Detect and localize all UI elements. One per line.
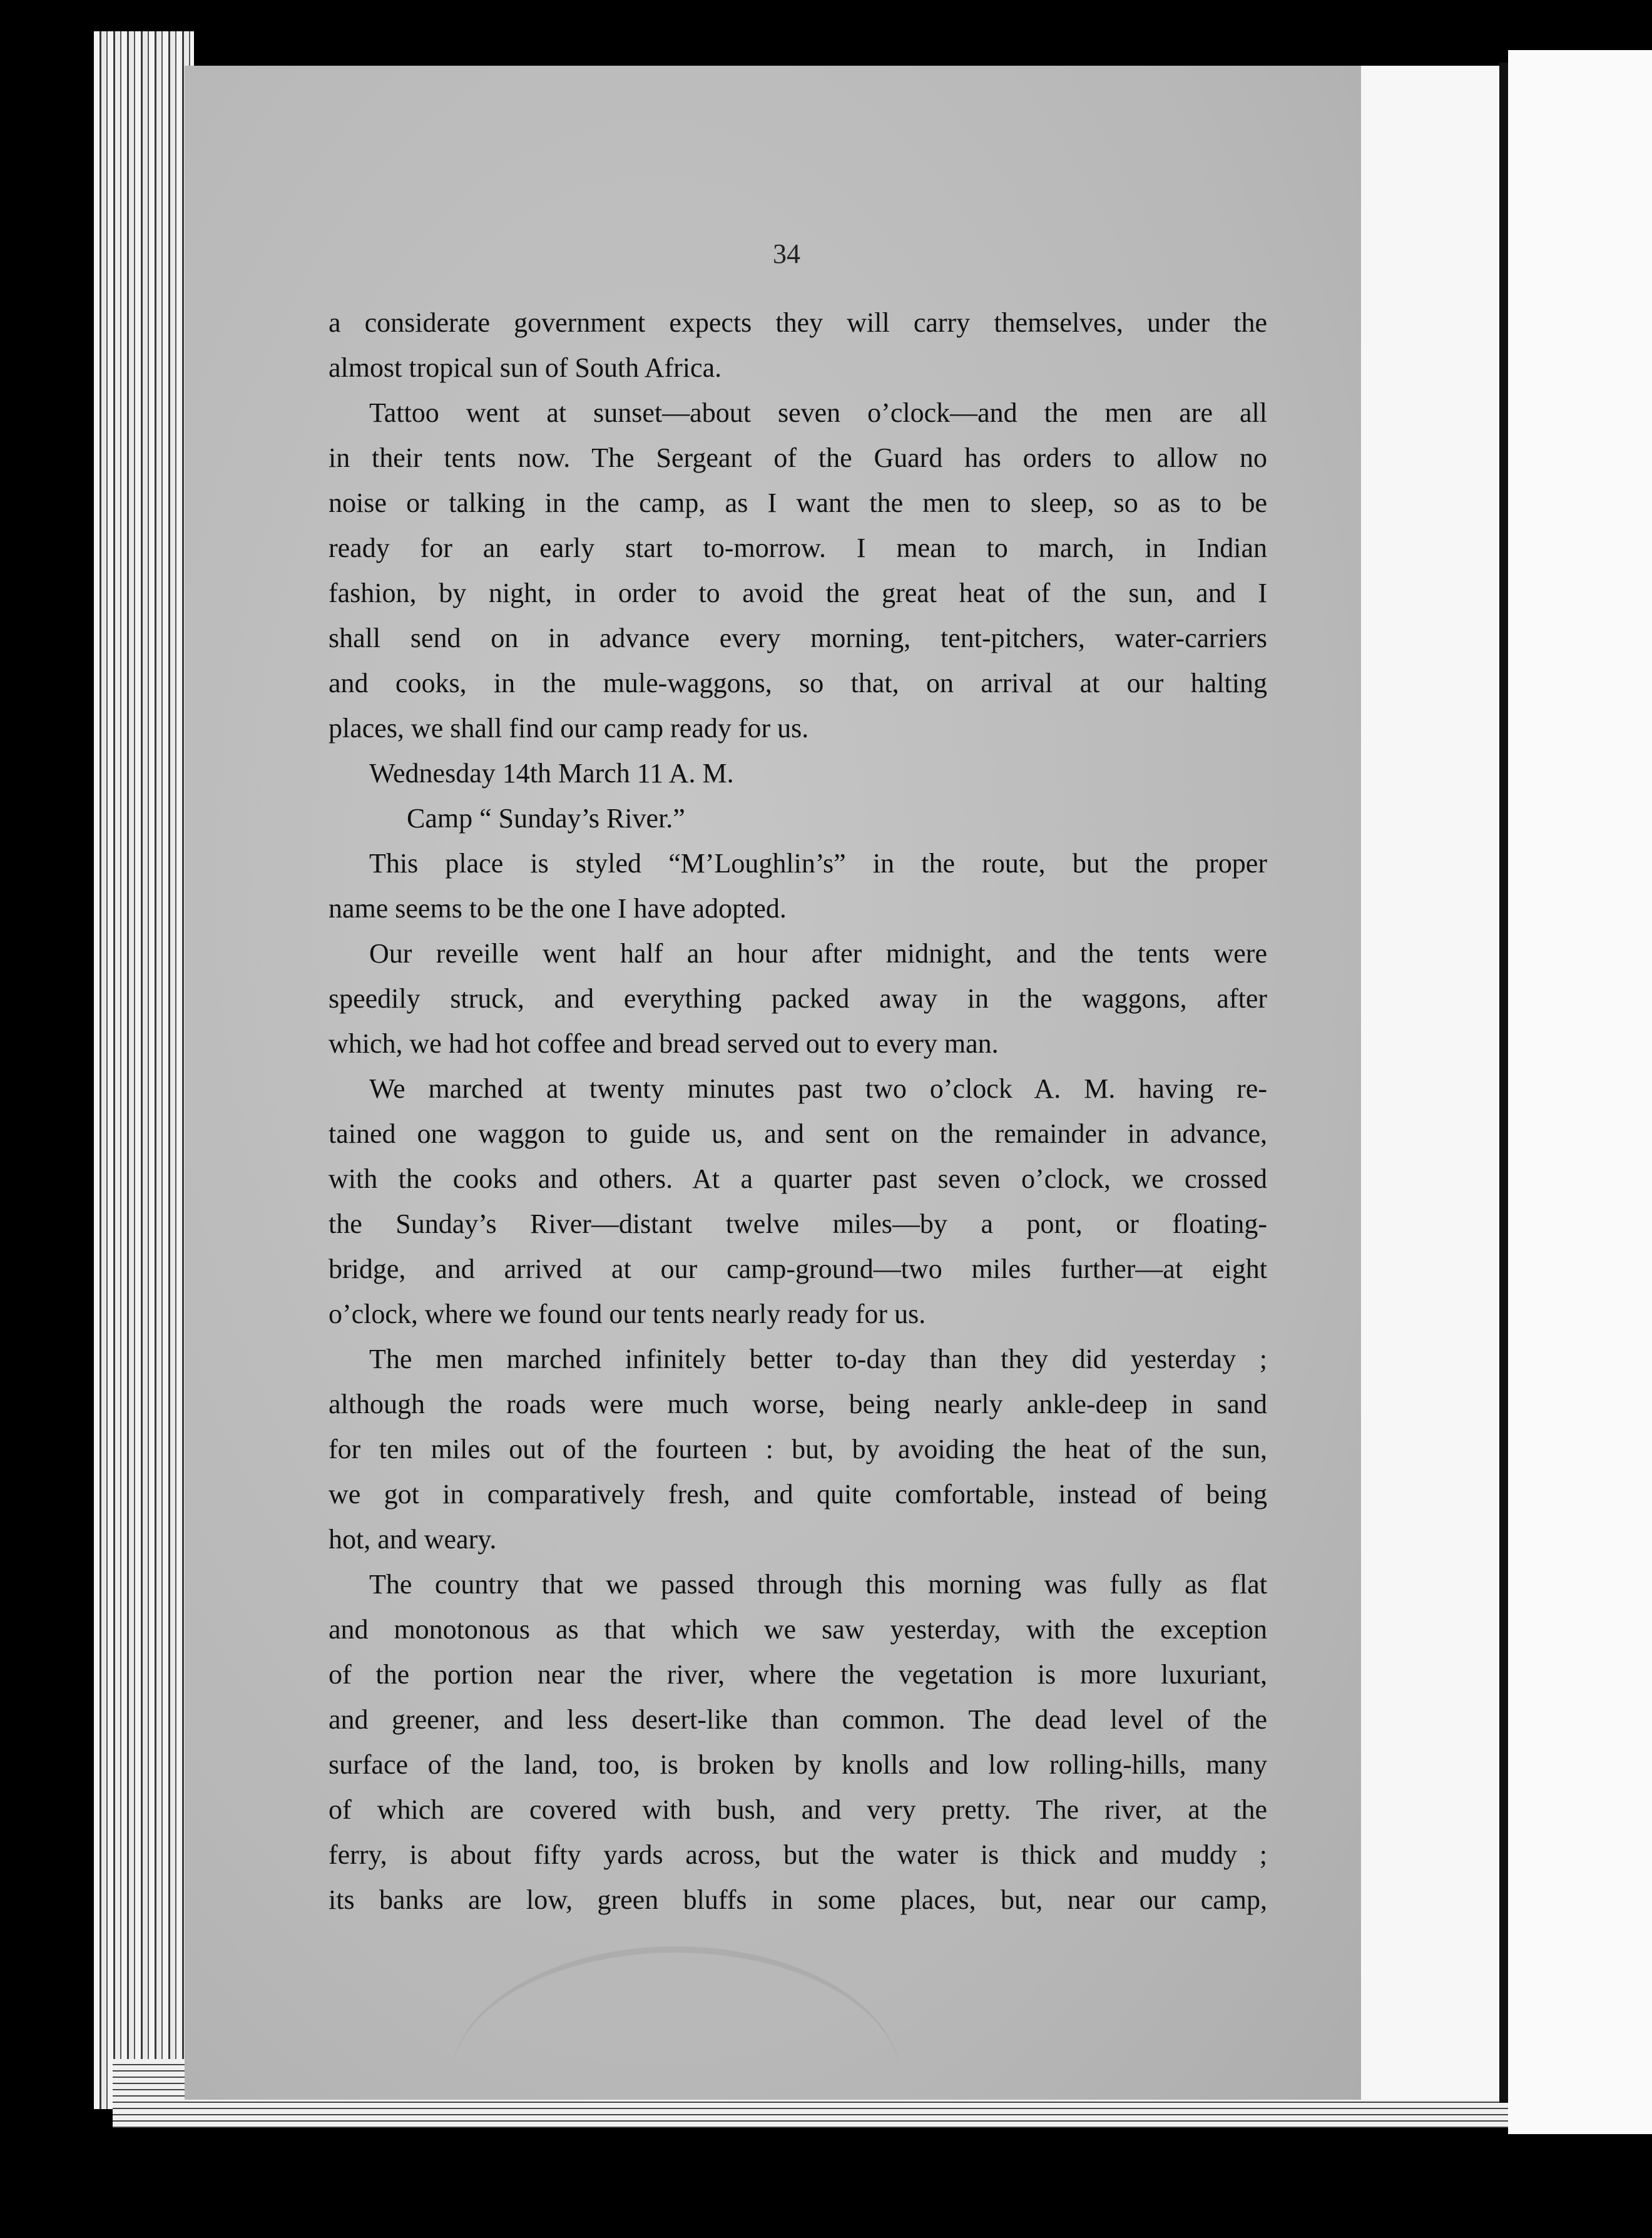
text-line: shall send on in advance every morning, tent-pitchers, water-carriers [329,623,1267,653]
page-number: 34 [773,238,800,269]
text-line: speedily struck, and everything packed away in the waggons, after [329,983,1267,1014]
text-line: The men marched infinitely better to-day than they did yesterday ; [369,1344,1267,1374]
text-line: places, we shall find our camp ready for us. [329,713,809,743]
text-line: surface of the land, too, is broken by knolls and low rolling-hills, many [329,1749,1267,1780]
text-line: bridge, and arrived at our camp-ground—two miles further—at eight [329,1254,1267,1284]
text-line: with the cooks and others. At a quarter past seven o’clock, we crossed [329,1163,1267,1194]
text-line: hot, and weary. [329,1524,497,1555]
text-line: Camp “ Sunday’s River.” [407,803,685,834]
text-line: its banks are low, green bluffs in some places, but, near our camp, [329,1884,1267,1915]
text-line: fashion, by night, in order to avoid the great heat of the sun, and I [329,578,1267,608]
page-edges [94,31,194,2109]
text-line: the Sunday’s River—distant twelve miles—by a pont, or floating- [329,1208,1267,1239]
text-line: noise or talking in the camp, as I want the men to sleep, so as to be [329,488,1267,518]
page-margin-right [1361,66,1502,2100]
facing-page [1508,50,1652,2134]
text-line: tained one waggon to guide us, and sent on the remainder in advance, [329,1118,1267,1149]
text-line: of which are covered with bush, and very pretty. The river, at the [329,1794,1267,1825]
text-line: and greener, and less desert-like than common. The dead level of the [329,1704,1267,1735]
text-line: of the portion near the river, where the vegetation is more luxuriant, [329,1659,1267,1690]
text-line: a considerate government expects they will carry themselves, under the [329,307,1267,338]
text-line: almost tropical sun of South Africa. [329,352,722,383]
book-gutter [1499,63,1508,2103]
text-line: Tattoo went at sunset—about seven o’clock—and the men are all [369,397,1267,428]
text-line: We marched at twenty minutes past two o’clock A. M. having re- [369,1073,1267,1104]
text-line: o’clock, where we found our tents nearly ready for us. [329,1299,926,1329]
text-line: and monotonous as that which we saw yesterday, with the exception [329,1614,1267,1645]
text-line: and cooks, in the mule-waggons, so that, on arrival at our halting [329,668,1267,698]
text-line: name seems to be the one I have adopted. [329,893,787,924]
text-line: Our reveille went half an hour after midnight, and the tents were [369,938,1267,969]
text-line: This place is styled “M’Loughlin’s” in the route, but the proper [369,848,1267,879]
text-line: Wednesday 14th March 11 A. M. [369,758,734,789]
text-line: for ten miles out of the fourteen : but, by avoiding the heat of the sun, [329,1434,1267,1464]
page-stain [451,1946,901,2215]
text-line: we got in comparatively fresh, and quite comfortable, instead of being [329,1479,1267,1510]
text-line: ready for an early start to-morrow. I mean to march, in Indian [329,533,1267,563]
text-line: The country that we passed through this morning was fully as flat [369,1569,1267,1600]
text-line: which, we had hot coffee and bread served out to every man. [329,1028,999,1059]
body-text [329,300,1267,1923]
text-line: in their tents now. The Sergeant of the Guard has orders to allow no [329,442,1267,473]
text-line: although the roads were much worse, being nearly ankle-deep in sand [329,1389,1267,1419]
text-line: ferry, is about fifty yards across, but the water is thick and muddy ; [329,1839,1267,1870]
